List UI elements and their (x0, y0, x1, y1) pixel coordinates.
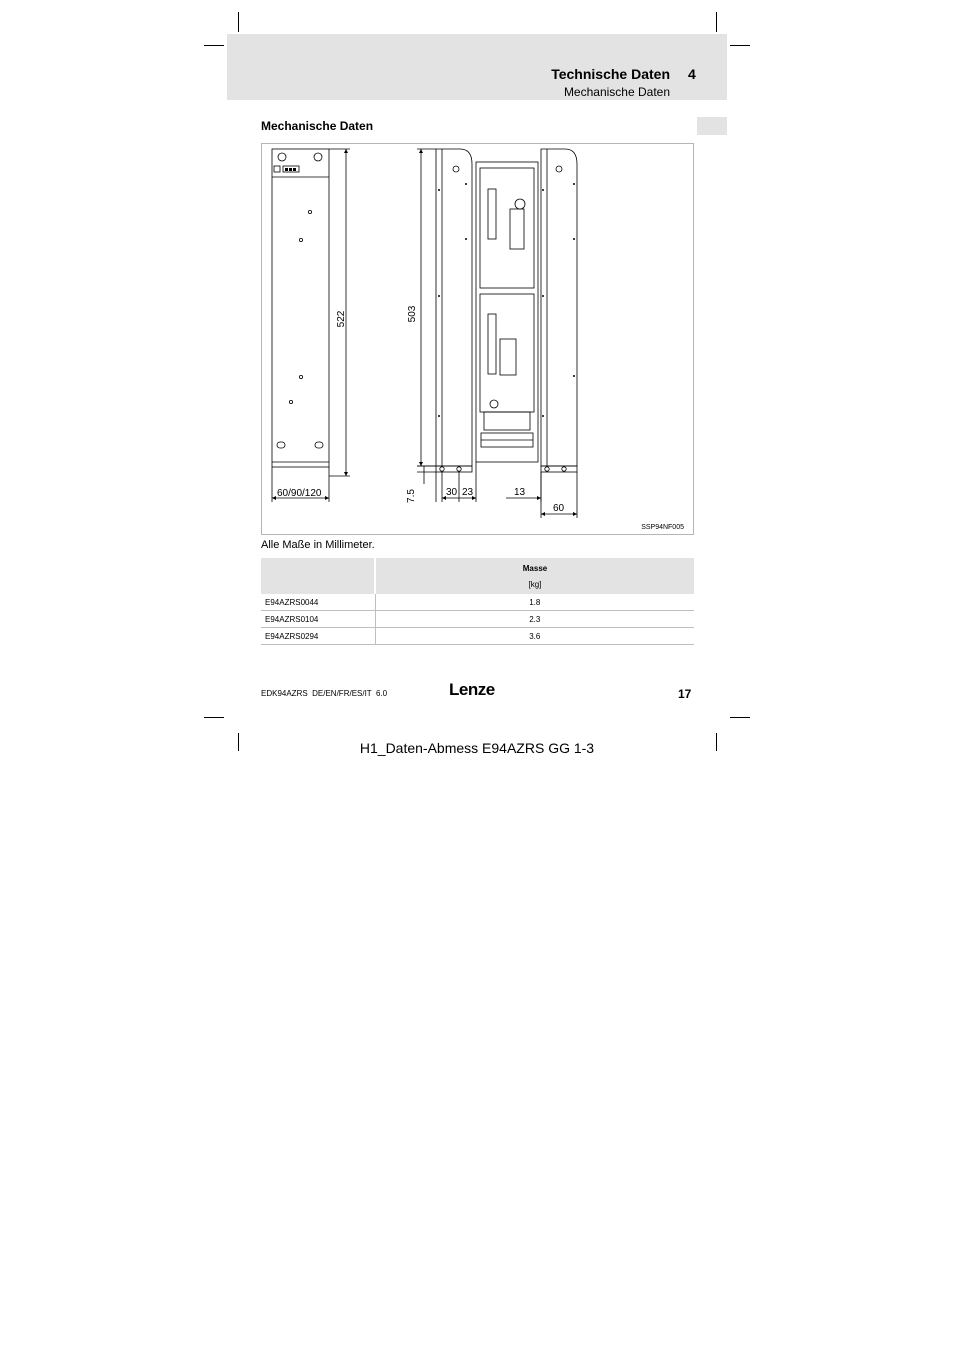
dim-503: 503 (407, 305, 418, 323)
crop-mark (204, 45, 224, 46)
crop-mark (204, 717, 224, 718)
caption: Alle Maße in Millimeter. (261, 539, 375, 551)
footer-doc-info: EDK94AZRS DE/EN/FR/ES/IT 6.0 (261, 689, 388, 698)
row-mass: 2.3 (375, 611, 694, 628)
dim-23: 23 (462, 487, 474, 498)
crop-mark (730, 45, 750, 46)
left-bracket (436, 149, 472, 466)
row-mass: 3.6 (375, 628, 694, 645)
section-title: Mechanische Daten (261, 119, 374, 133)
print-slug: H1_Daten-Abmess E94AZRS GG 1-3 (359, 740, 595, 756)
crop-mark (238, 12, 239, 32)
chapter-subtitle: Mechanische Daten (563, 85, 670, 99)
mass-header-unit: [kg] (528, 579, 542, 589)
table-row (261, 611, 694, 628)
dim-width: 60/90/120 (277, 488, 322, 499)
row-type: E94AZRS0294 (261, 628, 375, 645)
drive-device (476, 162, 538, 462)
dim-30: 30 (446, 487, 458, 498)
drawing-svg (262, 144, 695, 536)
dim-depth: 60 (553, 503, 565, 514)
row-type: E94AZRS0104 (261, 611, 375, 628)
dimension-drawing (261, 143, 694, 535)
crop-mark (730, 717, 750, 718)
dim-offset: 7.5 (406, 489, 417, 503)
page-number: 17 (678, 687, 692, 701)
table-header-mass (375, 558, 694, 594)
mass-header-label: Masse (522, 563, 548, 573)
dim-13: 13 (514, 487, 526, 498)
crop-mark (716, 12, 717, 32)
table-row (261, 628, 694, 645)
table-header-empty (261, 558, 375, 594)
dim-522: 522 (336, 310, 347, 328)
chapter-number: 4 (688, 66, 696, 82)
side-tab (697, 117, 727, 135)
table-row (261, 594, 694, 611)
side-view-panel (272, 149, 329, 467)
mass-table (261, 558, 694, 645)
row-type: E94AZRS0044 (261, 594, 375, 611)
row-mass: 1.8 (375, 594, 694, 611)
figure-reference: SSP94NF005 (641, 524, 684, 531)
chapter-title: Technische Daten (551, 66, 670, 82)
lenze-logo: Lenze (449, 680, 495, 699)
right-bracket (541, 149, 577, 466)
